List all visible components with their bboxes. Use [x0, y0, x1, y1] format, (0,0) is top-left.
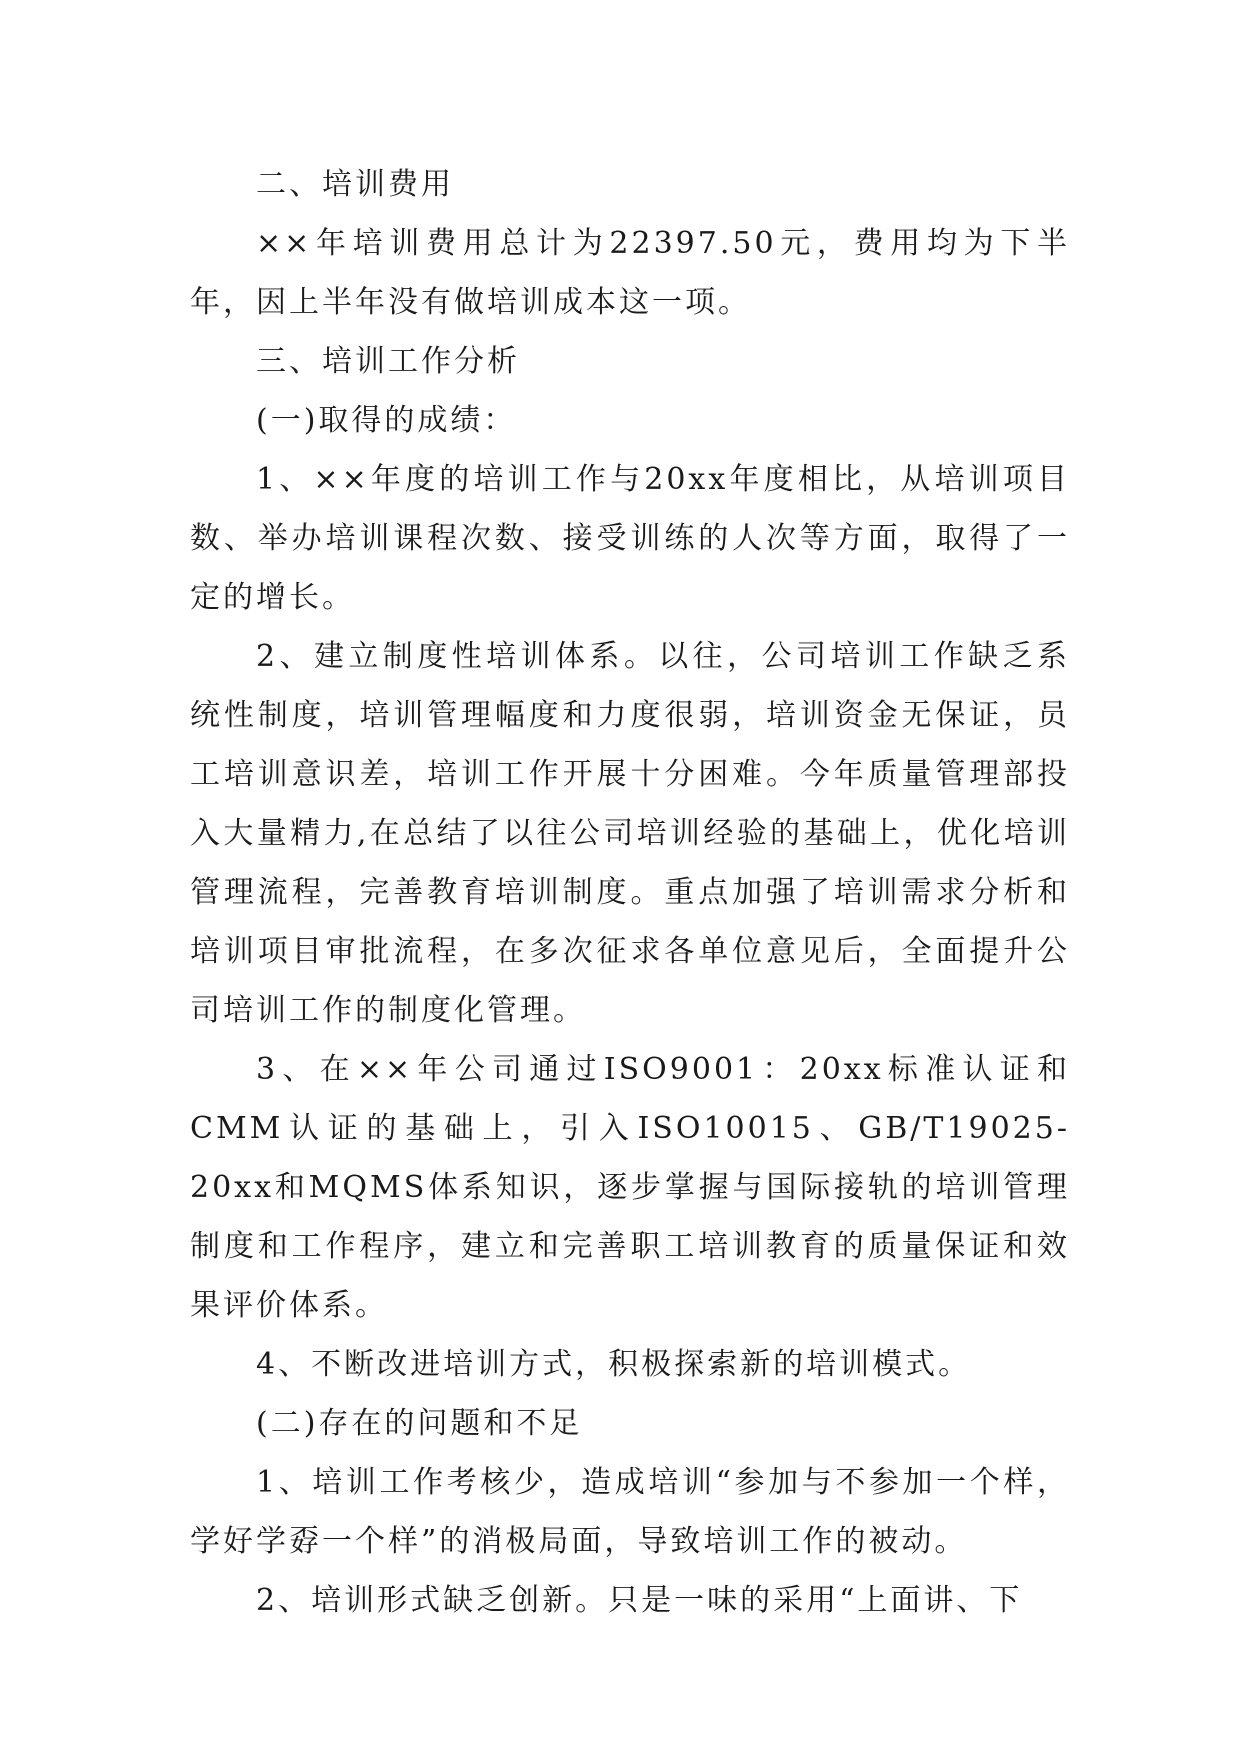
subheading-achievements: (一)取得的成绩： — [256, 403, 517, 438]
paragraph-achievement-2: 2、建立制度性培训体系。以往，公司培训工作缺乏系统性制度，培训管理幅度和力度很弱，培训资金无保证，员工培训意识差，培训工作开展十分困难。今年质量管理部投入大量精力,在总结了以往公司培训经验的基础上，优化培训管理流程，完善教育培训制度。重点加强了培训需求分析和培训项目审批流程，在多次征求各单位意见后，全面提升公司培训工作的制度化管理。 — [190, 639, 1070, 1028]
document-body — [190, 155, 1070, 1630]
subheading-problems: (二)存在的问题和不足 — [256, 1406, 583, 1441]
paragraph-achievement-4: 4、不断改进培训方式，积极探索新的培训模式。 — [256, 1347, 972, 1382]
paragraph-problem-1: 1、培训工作考核少，造成培训“参加与不参加一个样，学好学孬一个样”的消极局面，导致培训工作的被动。 — [190, 1465, 1070, 1559]
paragraph-training-cost-total: ××年培训费用总计为22397.50元，费用均为下半年，因上半年没有做培训成本这一项。 — [190, 226, 1070, 320]
paragraph-problem-2: 2、培训形式缺乏创新。只是一味的采用“上面讲、下 — [256, 1583, 1023, 1618]
heading-training-analysis: 三、培训工作分析 — [256, 344, 520, 379]
paragraph-achievement-3: 3、在××年公司通过ISO9001：20xx标准认证和CMM认证的基础上，引入ISO10015、GB/T19025-20xx和MQMS体系知识，逐步掌握与国际接轨的培训管理制度和工作程序，建立和完善职工培训教育的质量保证和效果评价体系。 — [190, 1052, 1070, 1323]
paragraph-achievement-1: 1、××年度的培训工作与20xx年度相比，从培训项目数、举办培训课程次数、接受训练的人次等方面，取得了一定的增长。 — [190, 462, 1070, 615]
heading-training-cost: 二、培训费用 — [256, 167, 454, 202]
